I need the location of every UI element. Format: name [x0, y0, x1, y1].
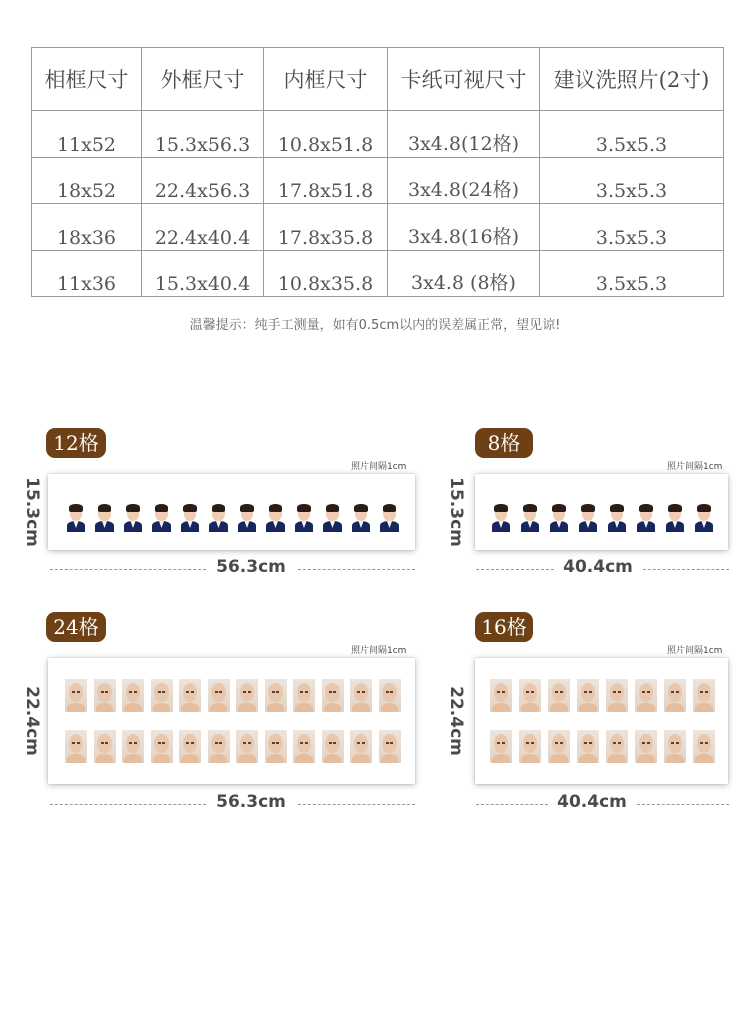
table-cell: 3.5x5.3 — [540, 204, 724, 251]
boy-portrait-photo — [519, 499, 541, 532]
baby-portrait-photo — [151, 679, 173, 712]
baby-portrait-photo — [350, 730, 372, 763]
grid-count-badge: 12格 — [46, 428, 106, 458]
frame-width-label: 40.4cm — [563, 557, 633, 577]
boy-portrait-photo — [490, 499, 512, 532]
baby-portrait-photo — [664, 679, 686, 712]
baby-portrait-photo — [490, 679, 512, 712]
baby-portrait-photo — [293, 679, 315, 712]
baby-portrait-photo — [179, 679, 201, 712]
grid-count-badge: 24格 — [46, 612, 106, 642]
boy-portrait-photo — [577, 499, 599, 532]
table-cell: 11x52 — [32, 111, 142, 158]
baby-portrait-photo — [179, 730, 201, 763]
spec-table — [31, 47, 724, 297]
baby-portrait-photo — [65, 730, 87, 763]
boy-portrait-photo — [664, 499, 686, 532]
photo-frame — [475, 474, 728, 550]
photo-frame — [475, 658, 728, 784]
boy-portrait-photo — [236, 499, 258, 532]
table-cell: 3x4.8 (8格) — [388, 250, 540, 297]
table-header-cell: 内框尺寸 — [264, 48, 388, 111]
baby-portrait-photo — [350, 679, 372, 712]
table-row — [32, 111, 724, 158]
photo-frame — [48, 474, 415, 550]
frame-height-label: 15.3cm — [446, 477, 466, 547]
table-cell: 3.5x5.3 — [540, 157, 724, 204]
baby-portrait-photo — [519, 730, 541, 763]
table-header-row — [32, 48, 724, 111]
frame-width-label: 40.4cm — [557, 792, 627, 812]
photo-spacing-note: 照片间隔1cm — [351, 462, 407, 472]
baby-portrait-photo — [122, 730, 144, 763]
baby-portrait-photo — [265, 730, 287, 763]
table-cell: 22.4x40.4 — [142, 204, 264, 251]
boy-portrait-photo — [179, 499, 201, 532]
baby-portrait-photo — [548, 679, 570, 712]
baby-portrait-photo — [635, 679, 657, 712]
boy-portrait-photo — [293, 499, 315, 532]
boy-portrait-photo — [208, 499, 230, 532]
baby-portrait-photo — [322, 730, 344, 763]
table-cell: 18x36 — [32, 204, 142, 251]
grid-count-badge: 8格 — [475, 428, 533, 458]
baby-portrait-photo — [379, 730, 401, 763]
baby-portrait-photo — [293, 730, 315, 763]
dimension-line — [50, 569, 206, 570]
table-header-cell: 卡纸可视尺寸 — [388, 48, 540, 111]
baby-portrait-photo — [693, 679, 715, 712]
baby-portrait-photo — [548, 730, 570, 763]
dimension-line — [643, 569, 729, 570]
boy-portrait-photo — [635, 499, 657, 532]
frame-height-label: 22.4cm — [446, 686, 466, 756]
table-cell: 18x52 — [32, 157, 142, 204]
boy-portrait-photo — [548, 499, 570, 532]
frame-height-label: 22.4cm — [22, 686, 42, 756]
dimension-line — [637, 804, 729, 805]
baby-portrait-photo — [94, 730, 116, 763]
baby-portrait-photo — [635, 730, 657, 763]
table-row — [32, 250, 724, 297]
photo-spacing-note: 照片间隔1cm — [351, 646, 407, 656]
frame-width-label: 56.3cm — [216, 792, 286, 812]
table-cell: 3x4.8(12格) — [388, 111, 540, 158]
baby-portrait-photo — [208, 730, 230, 763]
table-cell: 22.4x56.3 — [142, 157, 264, 204]
boy-portrait-photo — [379, 499, 401, 532]
table-cell: 3x4.8(24格) — [388, 157, 540, 204]
photo-spacing-note: 照片间隔1cm — [667, 462, 723, 472]
table-cell: 11x36 — [32, 250, 142, 297]
baby-portrait-photo — [577, 730, 599, 763]
table-cell: 15.3x56.3 — [142, 111, 264, 158]
photo-spacing-note: 照片间隔1cm — [667, 646, 723, 656]
baby-portrait-photo — [208, 679, 230, 712]
photo-frame — [48, 658, 415, 784]
table-cell: 17.8x51.8 — [264, 157, 388, 204]
baby-portrait-photo — [693, 730, 715, 763]
dimension-line — [298, 569, 415, 570]
baby-portrait-photo — [577, 679, 599, 712]
frame-height-label: 15.3cm — [22, 477, 42, 547]
dimension-line — [298, 804, 415, 805]
table-cell: 3.5x5.3 — [540, 111, 724, 158]
baby-portrait-photo — [151, 730, 173, 763]
table-cell: 10.8x51.8 — [264, 111, 388, 158]
table-cell: 15.3x40.4 — [142, 250, 264, 297]
boy-portrait-photo — [693, 499, 715, 532]
boy-portrait-photo — [265, 499, 287, 532]
frame-width-label: 56.3cm — [216, 557, 286, 577]
boy-portrait-photo — [94, 499, 116, 532]
baby-portrait-photo — [606, 679, 628, 712]
baby-portrait-photo — [606, 730, 628, 763]
boy-portrait-photo — [350, 499, 372, 532]
baby-portrait-photo — [122, 679, 144, 712]
table-cell: 3x4.8(16格) — [388, 204, 540, 251]
dimension-line — [476, 804, 548, 805]
boy-portrait-photo — [322, 499, 344, 532]
table-header-cell: 外框尺寸 — [142, 48, 264, 111]
baby-portrait-photo — [519, 679, 541, 712]
boy-portrait-photo — [606, 499, 628, 532]
baby-portrait-photo — [490, 730, 512, 763]
baby-portrait-photo — [236, 679, 258, 712]
table-row — [32, 204, 724, 251]
table-header-cell: 相框尺寸 — [32, 48, 142, 111]
measurement-tip: 温馨提示：纯手工测量，如有0.5cm以内的误差属正常，望见谅! — [189, 318, 561, 333]
grid-count-badge: 16格 — [475, 612, 533, 642]
boy-portrait-photo — [65, 499, 87, 532]
table-header-cell: 建议洗照片(2寸) — [540, 48, 724, 111]
table-cell: 10.8x35.8 — [264, 250, 388, 297]
baby-portrait-photo — [379, 679, 401, 712]
baby-portrait-photo — [664, 730, 686, 763]
baby-portrait-photo — [94, 679, 116, 712]
table-cell: 17.8x35.8 — [264, 204, 388, 251]
dimension-line — [50, 804, 206, 805]
boy-portrait-photo — [151, 499, 173, 532]
baby-portrait-photo — [65, 679, 87, 712]
baby-portrait-photo — [236, 730, 258, 763]
boy-portrait-photo — [122, 499, 144, 532]
baby-portrait-photo — [322, 679, 344, 712]
table-cell: 3.5x5.3 — [540, 250, 724, 297]
baby-portrait-photo — [265, 679, 287, 712]
dimension-line — [476, 569, 554, 570]
table-row — [32, 157, 724, 204]
